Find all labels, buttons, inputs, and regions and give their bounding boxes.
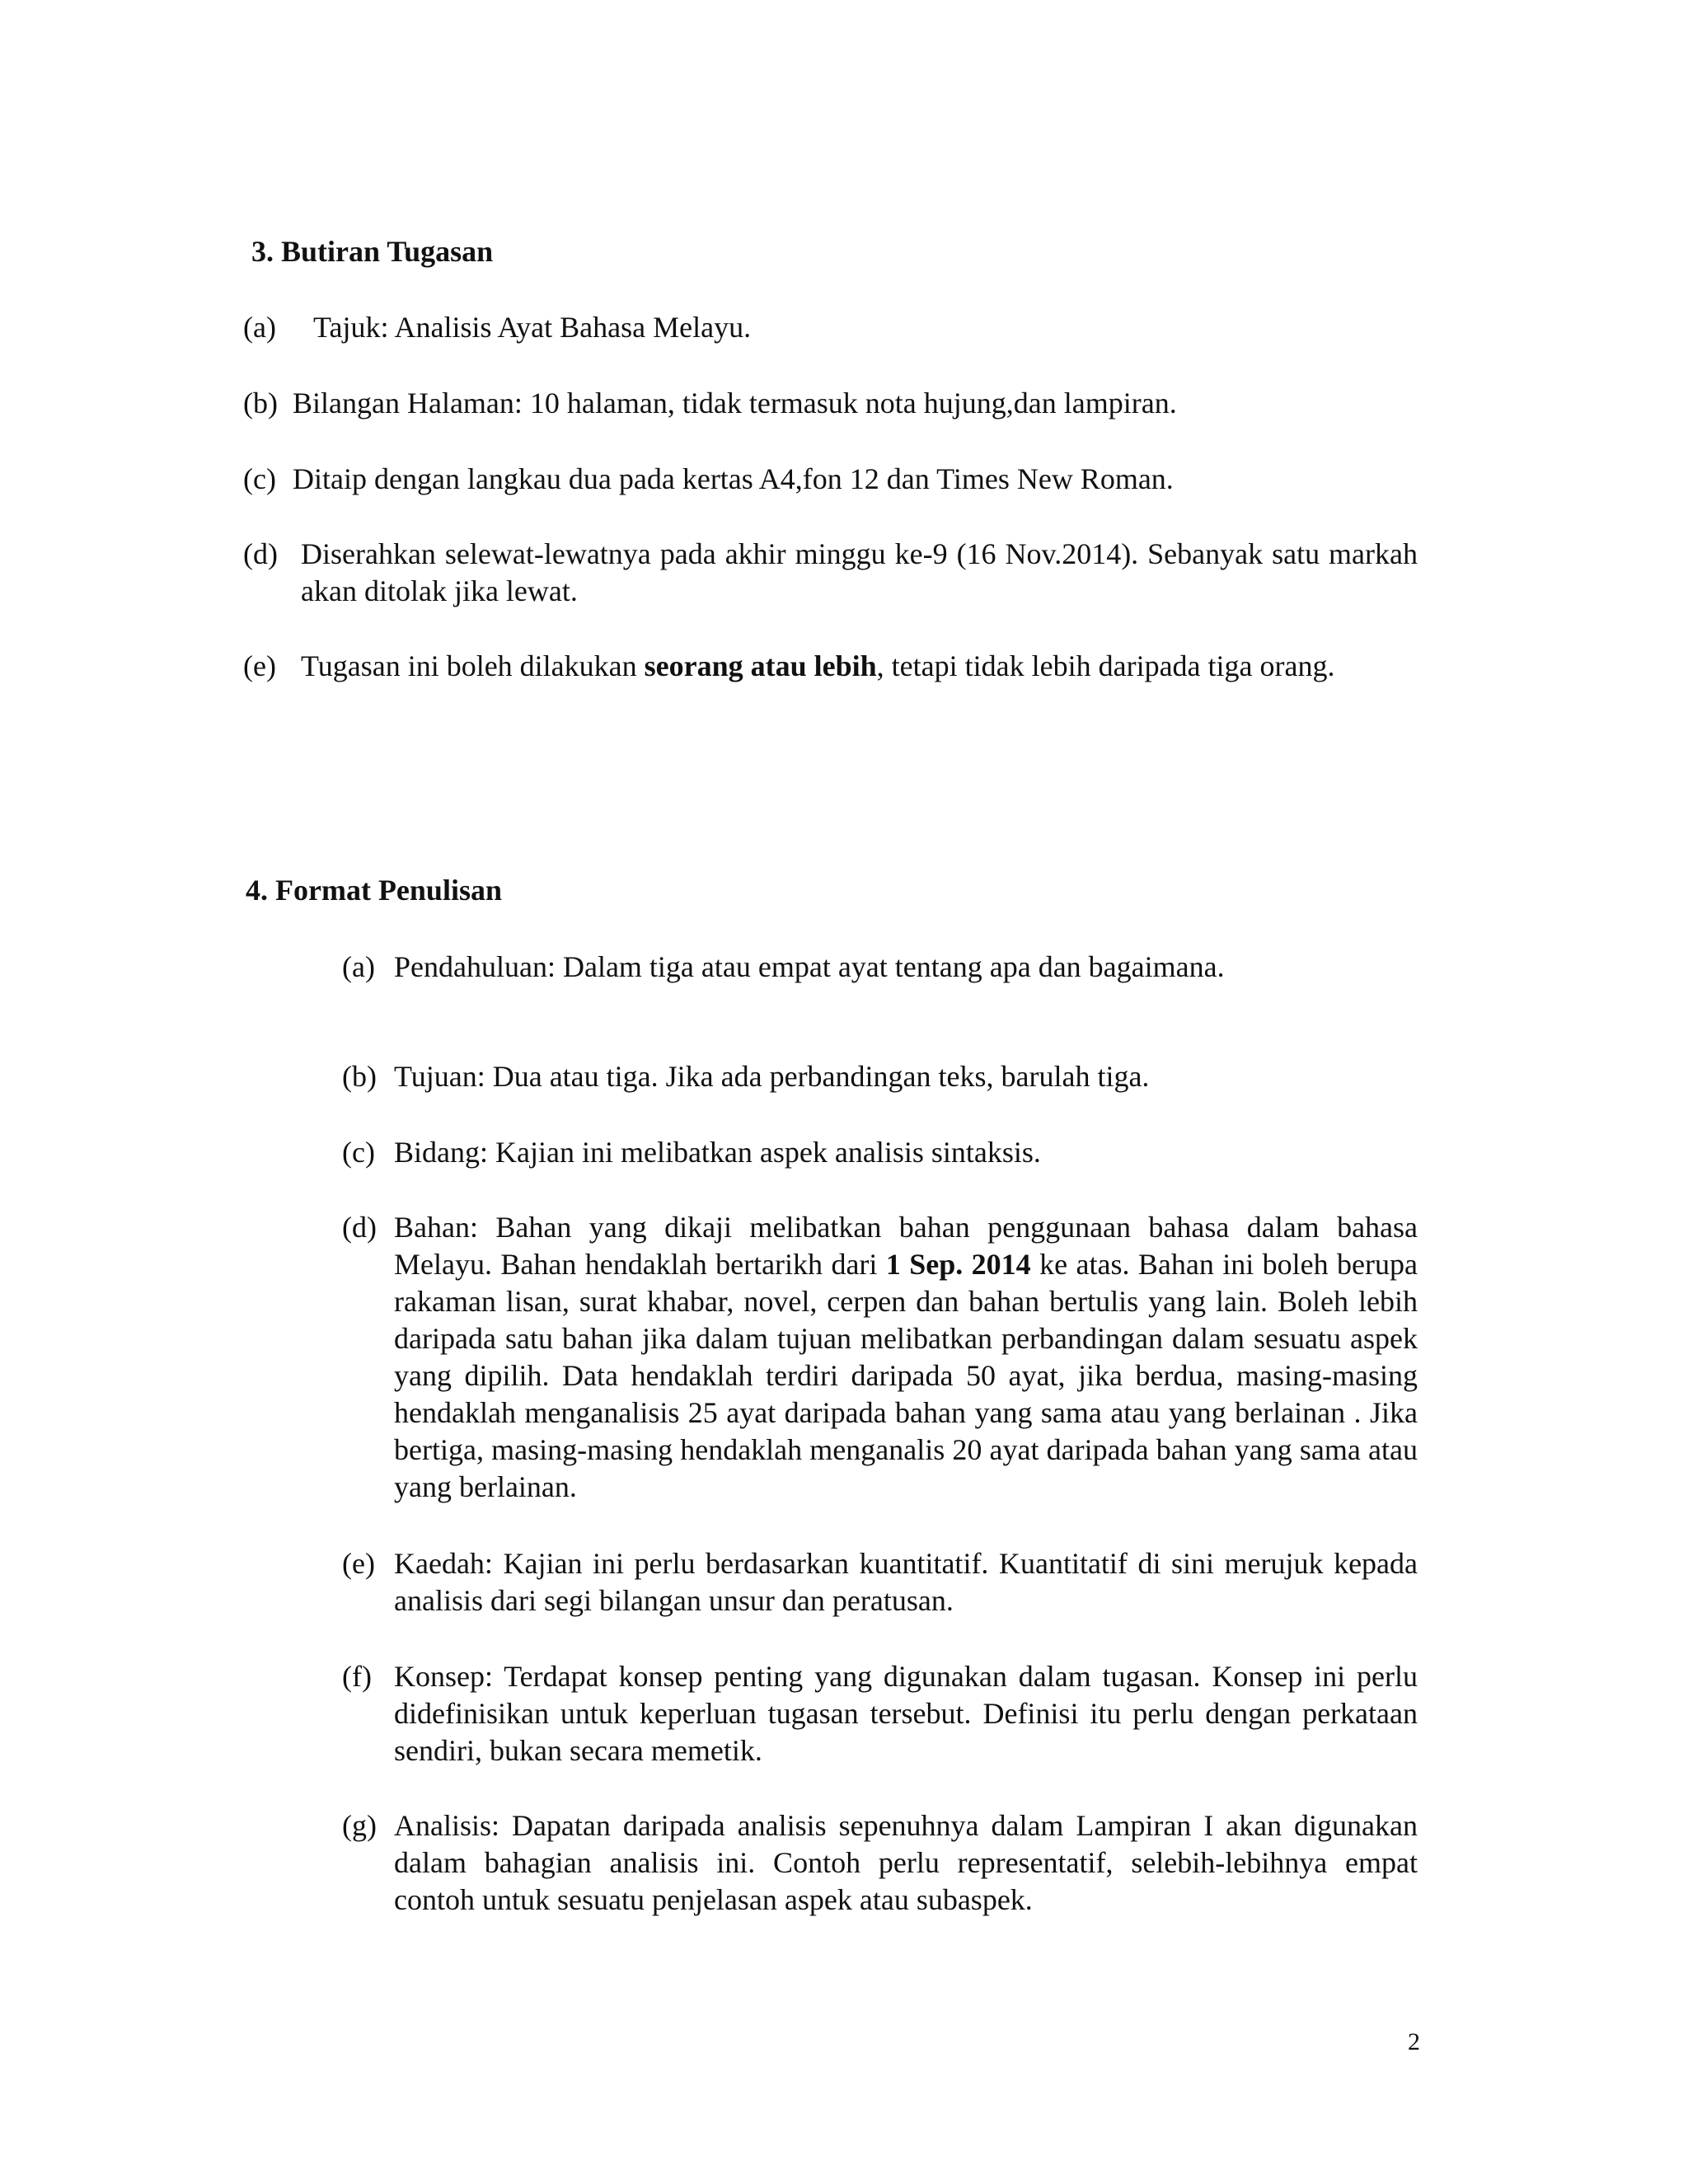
section-3-item-b — [243, 385, 1418, 422]
item-text: Bidang: Kajian ini melibatkan aspek analisis sintaksis. — [394, 1136, 1041, 1169]
item-marker: (b) — [342, 1060, 377, 1093]
item-label: Bidang: — [394, 1136, 488, 1169]
item-text: Pendahuluan: Dalam tiga atau empat ayat tentang apa dan bagaimana. — [394, 950, 1225, 983]
item-label: Bahan: — [394, 1211, 478, 1244]
section-3-heading: 3. Butiran Tugasan — [251, 235, 494, 268]
item-marker: (d) — [243, 537, 278, 570]
section-3-item-c — [243, 461, 1418, 498]
item-text: Tujuan: Dua atau tiga. Jika ada perbandingan teks, barulah tiga. — [394, 1060, 1150, 1093]
item-text: Bilangan Halaman: 10 halaman, tidak termasuk nota hujung,dan lampiran. — [293, 387, 1177, 419]
item-label: Tujuan: — [394, 1060, 485, 1093]
item-text: Kaedah: Kajian ini perlu berdasarkan kuantitatif. Kuantitatif di sini merujuk kepada analisis dari segi bilangan unsur dan peratusan. — [394, 1547, 1418, 1617]
bold-phrase: seorang atau lebih — [644, 649, 877, 682]
section-4-heading: 4. Format Penulisan — [246, 874, 502, 907]
section-4-item-f — [342, 1658, 1418, 1769]
section-4-item-e — [342, 1545, 1418, 1619]
item-label: Kaedah: — [394, 1547, 493, 1580]
item-marker: (a) — [342, 950, 375, 983]
item-text: Tugasan ini boleh dilakukan seorang atau lebih, tetapi tidak lebih daripada tiga orang. — [301, 649, 1335, 682]
item-text: Analisis: Dapatan daripada analisis sepenuhnya dalam Lampiran I akan digunakan dalam bahagian analisis ini. Contoh perlu representatif, selebih-lebihnya empat contoh untuk sesuatu penjelasan aspek atau subaspek. — [394, 1809, 1418, 1916]
section-4-item-c — [342, 1134, 1418, 1171]
item-marker: (c) — [243, 462, 276, 495]
item-text: Diserahkan selewat-lewatnya pada akhir minggu ke-9 (16 Nov.2014). Sebanyak satu markah akan ditolak jika lewat. — [301, 537, 1418, 607]
section-4-item-d — [342, 1209, 1418, 1506]
item-marker: (c) — [342, 1136, 375, 1169]
item-label: Analisis: — [394, 1809, 500, 1842]
section-3-item-a — [243, 309, 1418, 346]
item-marker: (g) — [342, 1809, 377, 1842]
item-label: Konsep: — [394, 1660, 493, 1693]
item-text: Ditaip dengan langkau dua pada kertas A4,fon 12 dan Times New Roman. — [293, 462, 1174, 495]
item-marker: (a) — [243, 311, 276, 344]
item-marker: (e) — [342, 1547, 375, 1580]
item-text: Konsep: Terdapat konsep penting yang digunakan dalam tugasan. Konsep ini perlu didefinisikan untuk keperluan tugasan tersebut. Definisi itu perlu dengan perkataan sendiri, bukan secara memetik. — [394, 1660, 1418, 1767]
item-marker: (b) — [243, 387, 278, 419]
item-text: Bahan: Bahan yang dikaji melibatkan bahan penggunaan bahasa dalam bahasa Melayu. Bahan hendaklah bertarikh dari 1 Sep. 2014 ke atas. Bahan ini boleh berupa rakaman lisan, surat khabar, novel, cerpen dan bahan bertulis yang lain. Boleh lebih daripada satu bahan jika dalam tujuan melibatkan perbandingan dalam sesuatu aspek yang dipilih. Data hendaklah terdiri daripada 50 ayat, jika berdua, masing-masing hendaklah menganalisis 25 ayat daripada bahan yang sama atau yang berlainan . Jika bertiga, masing-masing hendaklah menganalis 20 ayat daripada bahan yang sama atau yang berlainan. — [394, 1211, 1418, 1503]
item-marker: (e) — [243, 649, 276, 682]
section-4-item-b — [342, 1058, 1418, 1095]
page-number: 2 — [1408, 2028, 1420, 2055]
section-4-item-a — [342, 949, 1418, 986]
item-label: Pendahuluan: — [394, 950, 556, 983]
bold-date: 1 Sep. 2014 — [885, 1248, 1031, 1281]
section-3-item-e — [243, 648, 1418, 685]
section-4-item-g — [342, 1807, 1418, 1919]
section-3-item-d — [243, 536, 1418, 610]
item-marker: (f) — [342, 1660, 372, 1693]
item-text: Tajuk: Analisis Ayat Bahasa Melayu. — [313, 311, 752, 344]
item-marker: (d) — [342, 1211, 377, 1244]
